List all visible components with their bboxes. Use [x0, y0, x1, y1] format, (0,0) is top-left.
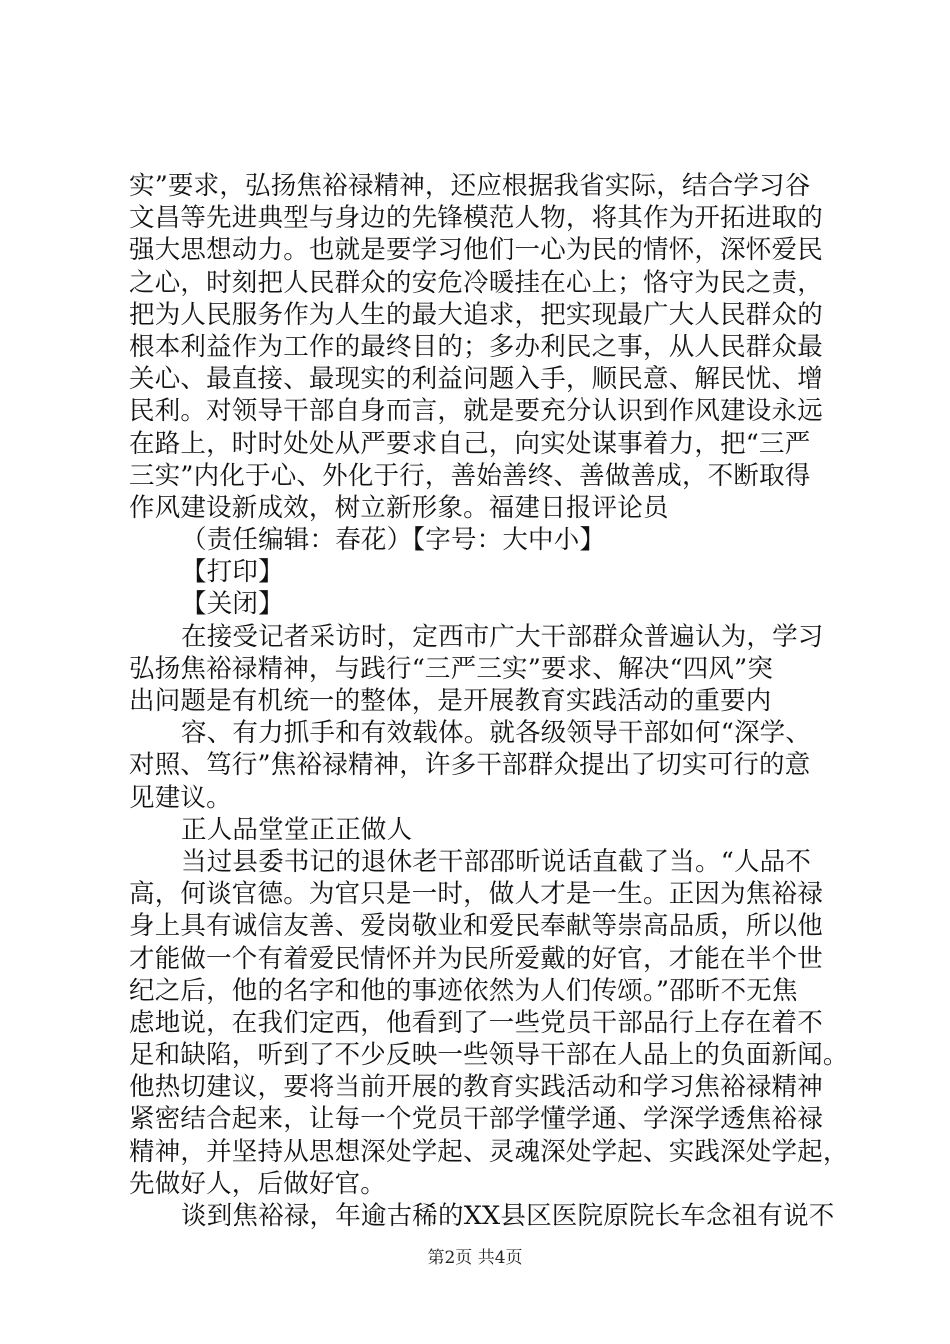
text-line: 身上具有诚信友善、爱岗敬业和爱民奉献等崇高品质，所以他	[129, 911, 823, 942]
text-line: 高，何谈官德。为官只是一时，做人才是一生。正因为焦裕禄	[129, 879, 823, 910]
page-number-footer: 第2页 共4页	[427, 1248, 523, 1268]
text-line: 当过县委书记的退休老干部邵昕说话直截了当。“人品不	[181, 846, 812, 877]
text-line: 民利。对领导干部自身而言，就是要充分认识到作风建设永远	[129, 396, 823, 427]
text-line: 见建议。	[129, 782, 232, 813]
text-line: 紧密结合起来，让每一个党员干部学懂学通、学深学透焦裕禄	[129, 1104, 823, 1135]
text-line: 先做好人，后做好官。	[129, 1168, 387, 1199]
text-line: 他热切建议，要将当前开展的教育实践活动和学习焦裕禄精神	[129, 1072, 823, 1103]
text-line: 足和缺陷，听到了不少反映一些领导干部在人品上的负面新闻。	[129, 1040, 849, 1071]
text-line: 文昌等先进典型与身边的先锋模范人物，将其作为开拓进取的	[129, 203, 823, 234]
text-line: 才能做一个有着爱民情怀并为民所爱戴的好官，才能在半个世	[129, 943, 823, 974]
text-line: 根本利益作为工作的最终目的；多办利民之事，从人民群众最	[129, 331, 823, 362]
text-line: 虑地说，在我们定西，他看到了一些党员干部品行上存在着不	[129, 1007, 823, 1038]
text-line: 纪之后，他的名字和他的事迹依然为人们传颂。”邵昕不无焦	[129, 975, 798, 1006]
text-line: 之心，时刻把人民群众的安危冷暖挂在心上；恪守为民之责，	[129, 267, 823, 298]
text-line: 容、有力抓手和有效载体。就各级领导干部如何“深学、	[181, 718, 812, 749]
text-line: 在路上，时时处处从严要求自己，向实处谋事着力，把“三严	[129, 428, 811, 459]
section-heading: 正人品堂堂正正做人	[181, 814, 413, 845]
text-line: 三实”内化于心、外化于行，善始善终、善做善成，不断取得	[129, 460, 811, 491]
text-line: 强大思想动力。也就是要学习他们一心为民的情怀，深怀爱民	[129, 235, 823, 266]
text-line: 精神，并坚持从思想深处学起、灵魂深处学起、实践深处学起，	[129, 1136, 849, 1167]
print-link[interactable]: 【打印】	[181, 557, 284, 588]
text-line: 谈到焦裕禄，年逾古稀的XX县区医院原院长车念祖有说不	[181, 1201, 835, 1231]
text-line: 出问题是有机统一的整体，是开展教育实践活动的重要内	[129, 686, 772, 716]
text-line: 把为人民服务作为人生的最大追求，把实现最广大人民群众的	[129, 299, 823, 330]
text-line: 关心、最直接、最现实的利益问题入手，顺民意、解民忧、增	[129, 364, 823, 395]
text-line: 作风建设新成效，树立新形象。福建日报评论员	[129, 492, 669, 523]
text-line: 实”要求，弘扬焦裕禄精神，还应根据我省实际，结合学习谷	[129, 171, 811, 201]
text-line: 弘扬焦裕禄精神，与践行“三严三实”要求、解决“四风”突	[129, 653, 774, 684]
text-line: 对照、笃行”焦裕禄精神，许多干部群众提出了切实可行的意	[129, 750, 811, 781]
document-body	[129, 170, 849, 1232]
close-link[interactable]: 【关闭】	[181, 589, 284, 620]
text-line: 在接受记者采访时，定西市广大干部群众普遍认为，学习	[181, 621, 824, 652]
editor-credit-line: （责任编辑：春花）【字号：大中小】	[181, 525, 606, 556]
